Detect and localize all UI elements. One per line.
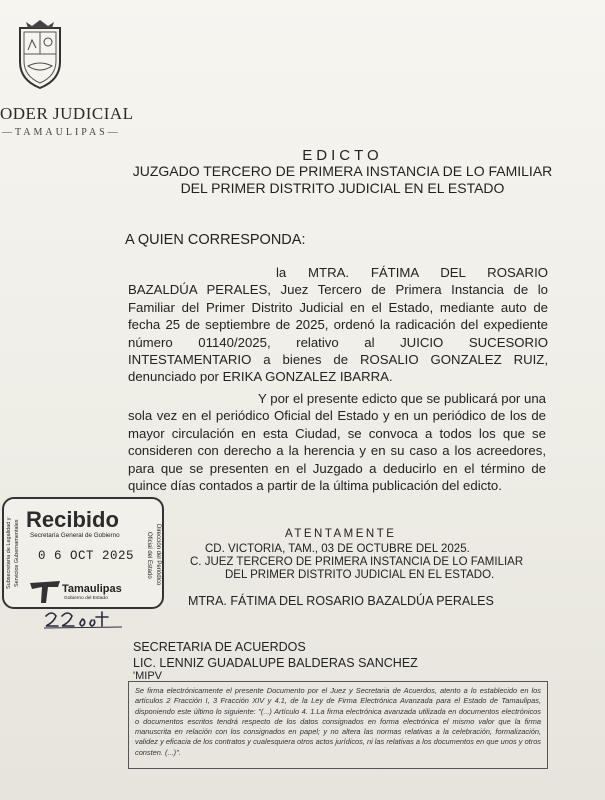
stamp-date: 0 6 OCT 2025 xyxy=(38,549,135,563)
stamp-left-line2: Servicios Gubernamentales xyxy=(14,519,20,587)
court-title-line2: DEL PRIMER DISTRITO JUDICIAL EN EL ESTADO xyxy=(180,180,505,196)
greeting: A QUIEN CORRESPONDA: xyxy=(125,232,306,248)
judge-name: MTRA. FÁTIMA DEL ROSARIO BAZALDÚA PERALES xyxy=(188,594,494,608)
doc-type-title: EDICTO xyxy=(302,147,383,164)
stamp-right-text xyxy=(142,505,162,605)
place-date: CD. VICTORIA, TAM., 03 DE OCTUBRE DEL 2025. xyxy=(205,543,470,555)
institution-state: —TAMAULIPAS— xyxy=(2,127,121,138)
stamp-right-line2: Oficial del Estado xyxy=(146,531,152,579)
stamp-subtitle: Secretaría General de Gobierno xyxy=(30,532,120,539)
electronic-signature-note: Se firma electrónicamente el presente Documento por el Juez y Secretaria de Acuerdos, atento a lo establecido en los artículos 2 Fracción I, 3 Fracción XIV y 4.1, de la Ley de Firma Electrónica Avanzada para el Estado de Tamaulipas, disponiendo este último lo siguiente: "(...) Artículo 4. 1.La firma electrónica avanzada utilizada en documentos electrónicos o documentos escritos tendrá respecto de los datos consignados en forma electrónica el mismo valor que la firma manuscrita en relación con los consignados en papel; y no altera las normas relativas a la celebración, formalización, validez y eficacia de los contratos y cualesquiera otros actos jurídicos, ni las relativas a los documentos en que unos y otros consten. (...)". xyxy=(128,681,548,769)
judge-role-line2: DEL PRIMER DISTRITO JUDICIAL EN EL ESTADO. xyxy=(225,569,495,581)
stamp-left-line1: Subsecretaría de Legalidad y xyxy=(6,517,12,589)
body-paragraph-1 xyxy=(128,264,548,386)
institution-name: ODER JUDICIAL xyxy=(0,104,134,123)
stamp-left-text xyxy=(5,503,20,603)
paragraph-1-text: la MTRA. FÁTIMA DEL ROSARIO BAZALDÚA PERALES, Juez Tercero de Primera Instancia de lo Familiar del Primer Distrito Judicial en el Estado, mediante auto de fecha 25 de septiembre de 2025, ordenó la radicación del expediente número 01140/2025, relativo al JUICIO SUCESORIO INTESTAMENTARIO a bienes de ROSALIO GONZALEZ RUIZ, denunciado por ERIKA GONZALEZ IBARRA. xyxy=(128,265,548,385)
stamp-brand-sub: Gobierno del Estado xyxy=(64,596,108,601)
state-name: TAMAULIPAS xyxy=(15,127,108,138)
handwritten-note xyxy=(42,608,126,630)
paragraph-2-text: Y por el presente edicto que se publicará por una sola vez en el periódico Oficial del Estado y en un periódico de los de mayor circulación en esta Ciudad, se convoca a todos los que se consideren con derecho a la herencia y en su caso a los acreedores, para que se presenten en el Juzgado a deducirlo en el término de quince días contados a partir de la última publicación del edicto. xyxy=(128,391,546,494)
coat-of-arms-icon xyxy=(12,18,68,90)
closing: ATENTAMENTE xyxy=(285,528,397,540)
stamp-title: Recibido xyxy=(26,507,119,532)
court-title-line1: JUZGADO TERCERO DE PRIMERA INSTANCIA DE LO FAMILIAR xyxy=(132,163,553,179)
secretary-initials: 'MIPV xyxy=(133,670,162,682)
stamp-brand: Tamaulipas xyxy=(62,583,122,595)
stamp-right-line1: Dirección del Periódico xyxy=(155,524,161,586)
judge-role-line1: C. JUEZ TERCERO DE PRIMERA INSTANCIA DE LO FAMILIAR xyxy=(190,556,524,568)
secretary-name: LIC. LENNIZ GUADALUPE BALDERAS SANCHEZ xyxy=(133,656,418,670)
body-paragraph-2 xyxy=(128,390,546,494)
received-stamp xyxy=(2,497,164,609)
tamaulipas-logo-icon xyxy=(28,575,62,605)
secretary-title: SECRETARIA DE ACUERDOS xyxy=(133,640,306,654)
